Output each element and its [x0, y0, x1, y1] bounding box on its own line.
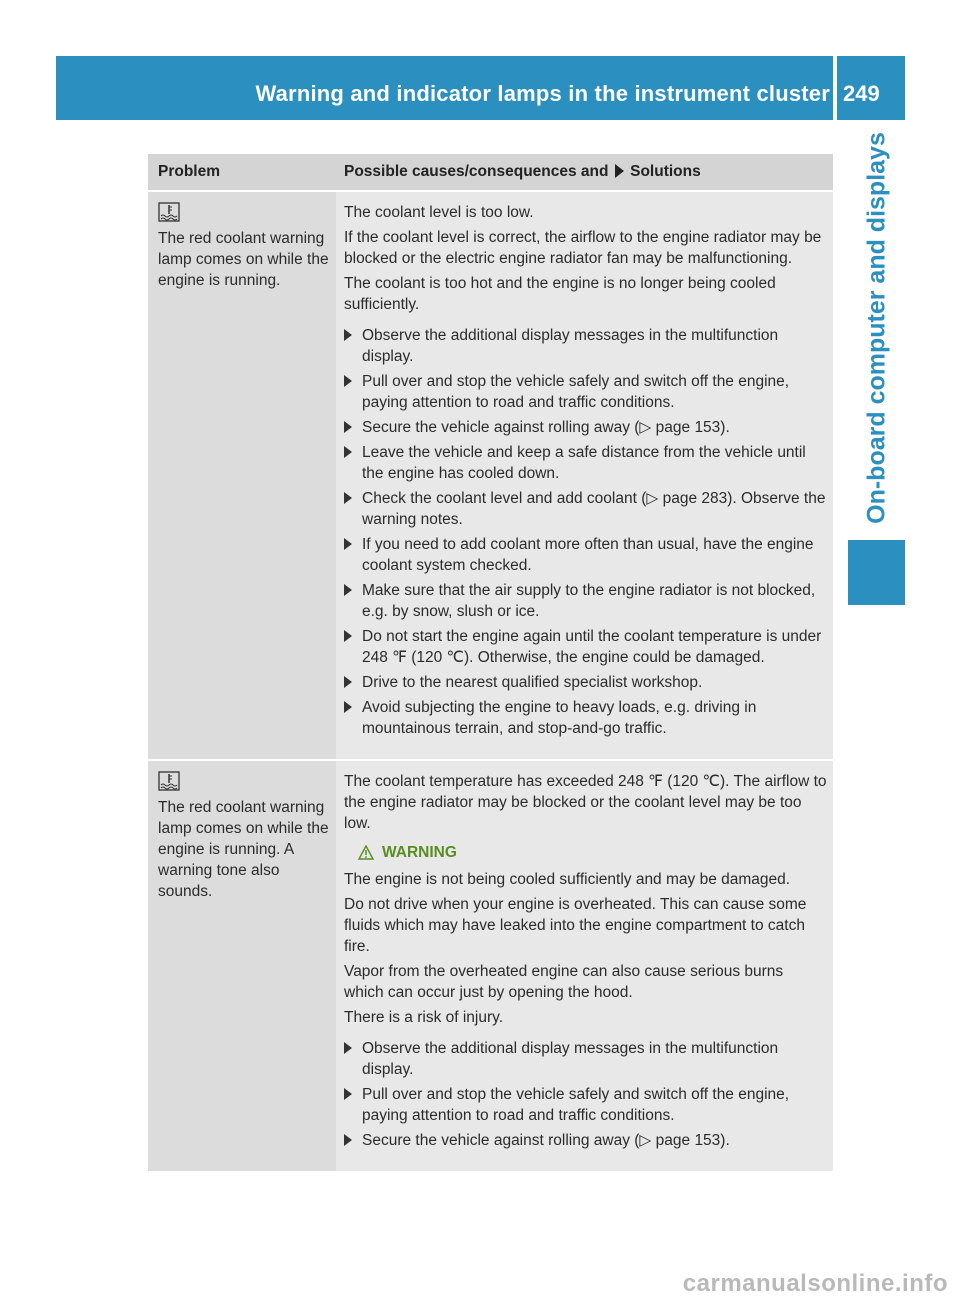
column-header-solutions-suffix: Solutions — [630, 163, 701, 180]
step-arrow-icon — [344, 371, 362, 413]
warning-heading — [358, 842, 827, 863]
column-header-problem: Problem — [158, 163, 221, 180]
step-arrow-icon — [344, 1038, 362, 1080]
solution-arrow-icon — [615, 164, 624, 178]
cause-text: The coolant temperature has exceeded 248 ℉ (120 ℃). The airflow to the engine radiator may be blocked or the coolant level may be too low. — [344, 773, 827, 832]
problem-cell — [148, 761, 336, 1171]
problem-solution-table — [148, 154, 833, 1171]
coolant-temperature-icon — [158, 771, 180, 791]
problem-cell — [148, 192, 336, 759]
warning-label: WARNING — [382, 844, 457, 861]
step-arrow-icon — [344, 672, 362, 693]
solution-step: Make sure that the air supply to the engine radiator is not blocked, e.g. by snow, slush or ice. — [344, 580, 827, 622]
side-tab-label: On-board computer and displays — [862, 131, 890, 524]
step-arrow-icon — [344, 325, 362, 367]
step-arrow-icon — [344, 534, 362, 576]
step-arrow-icon — [344, 580, 362, 622]
problem-text: The red coolant warning lamp comes on while the engine is running. A warning tone also sounds. — [158, 799, 329, 900]
solution-step: Pull over and stop the vehicle safely and switch off the engine, paying attention to road and traffic conditions. — [344, 371, 827, 413]
column-header-solutions — [336, 154, 701, 190]
table-row — [148, 759, 833, 1171]
warning-text: There is a risk of injury. — [344, 1009, 504, 1026]
solution-step: Leave the vehicle and keep a safe distance from the vehicle until the engine has cooled down. — [344, 442, 827, 484]
solution-step: Pull over and stop the vehicle safely and switch off the engine, paying attention to road and traffic conditions. — [344, 1084, 827, 1126]
solutions-cell — [336, 192, 833, 759]
solution-step: If you need to add coolant more often than usual, have the engine coolant system checked. — [344, 534, 827, 576]
side-tab-marker — [848, 540, 905, 605]
step-arrow-icon — [344, 626, 362, 668]
page-header — [56, 56, 905, 120]
solution-step: Secure the vehicle against rolling away (▷ page 153). — [344, 417, 827, 438]
warning-text: Do not drive when your engine is overheated. This can cause some fluids which may have leaked into the engine compartment to catch fire. — [344, 896, 807, 955]
solution-step: Observe the additional display messages in the multifunction display. — [344, 1038, 827, 1080]
solution-step: Observe the additional display messages in the multifunction display. — [344, 325, 827, 367]
solution-step: Check the coolant level and add coolant (▷ page 283). Observe the warning notes. — [344, 488, 827, 530]
solutions-cell — [336, 761, 833, 1171]
cause-text: The coolant level is too low. — [344, 204, 534, 221]
step-arrow-icon — [344, 1084, 362, 1126]
solution-step: Do not start the engine again until the coolant temperature is under 248 ℉ (120 ℃). Otherwise, the engine could be damaged. — [344, 626, 827, 668]
header-divider — [833, 56, 837, 120]
step-arrow-icon — [344, 442, 362, 484]
table-header — [148, 154, 833, 190]
solution-step: Drive to the nearest qualified specialist workshop. — [344, 672, 827, 693]
step-arrow-icon — [344, 697, 362, 739]
coolant-temperature-icon — [158, 202, 180, 222]
solution-step: Avoid subjecting the engine to heavy loads, e.g. driving in mountainous terrain, and stop-and-go traffic. — [344, 697, 827, 739]
cause-text: If the coolant level is correct, the airflow to the engine radiator may be blocked or the electric engine radiator fan may be malfunctioning. — [344, 229, 822, 267]
warning-text: The engine is not being cooled sufficiently and may be damaged. — [344, 871, 791, 888]
warning-text: Vapor from the overheated engine can also cause serious burns which can occur just by opening the hood. — [344, 963, 784, 1001]
section-title: Warning and indicator lamps in the instrument cluster — [255, 81, 830, 106]
watermark: carmanualsonline.info — [682, 1270, 948, 1297]
problem-text: The red coolant warning lamp comes on while the engine is running. — [158, 230, 329, 289]
solution-step: Secure the vehicle against rolling away (▷ page 153). — [344, 1130, 827, 1151]
cause-text: The coolant is too hot and the engine is no longer being cooled sufficiently. — [344, 275, 776, 313]
column-header-solutions-prefix: Possible causes/consequences and — [344, 163, 609, 180]
step-arrow-icon — [344, 417, 362, 438]
warning-triangle-icon — [358, 845, 374, 860]
table-row — [148, 190, 833, 759]
step-arrow-icon — [344, 1130, 362, 1151]
step-arrow-icon — [344, 488, 362, 530]
page-number: 249 — [843, 81, 880, 106]
